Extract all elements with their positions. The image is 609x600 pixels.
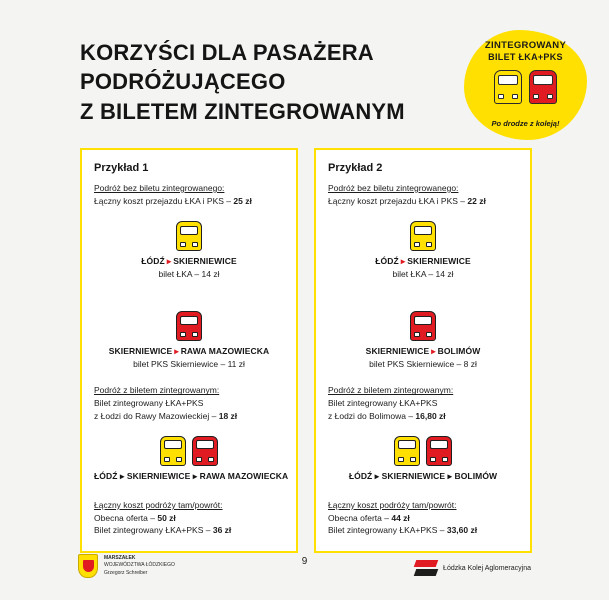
example-1-combined-route: ŁÓDŹ ▸ SKIERNIEWICE ▸ RAWA MAZOWIECKA xyxy=(94,470,289,481)
example-2-leg-2 xyxy=(328,311,518,369)
train-icon xyxy=(176,221,202,251)
example-2-leg-2-route xyxy=(328,346,518,357)
example-2-title: Przykład 2 xyxy=(328,162,383,174)
bus-icon xyxy=(176,311,202,341)
example-2-leg-1-fare: bilet ŁKA – 14 zł xyxy=(392,269,454,280)
example-1-integrated-text: z Łodzi do Rawy Mazowieckiej – xyxy=(94,410,217,421)
arrow-right-icon: ▸ xyxy=(166,256,172,267)
logo-slogan: Po drodze z koleją! xyxy=(491,119,560,128)
footer-right-label: Łódzka Kolej Aglomeracyjna xyxy=(443,564,531,572)
bus-icon xyxy=(410,311,436,341)
example-2-summary-label: Łączny koszt podróży tam/powrót: xyxy=(328,499,457,510)
page-title-line-1: KORZYŚCI DLA PASAŻERA xyxy=(80,40,374,65)
page-title xyxy=(80,38,450,126)
example-2-intro-row xyxy=(328,195,518,207)
train-icon xyxy=(394,436,420,466)
logo-title xyxy=(464,40,587,63)
train-lights xyxy=(180,242,198,247)
arrow-right-icon: ▸ xyxy=(174,346,179,357)
train-window xyxy=(180,226,198,235)
footer-left-line-3: Grzegorz Schreiber xyxy=(104,569,148,576)
arrow-right-icon: ▸ xyxy=(431,346,436,357)
example-1-leg-1-icons xyxy=(94,221,284,251)
example-2-integrated-line-1: Bilet zintegrowany ŁKA+PKS xyxy=(328,398,438,409)
example-1-leg-2-to: RAWA MAZOWIECKA xyxy=(180,346,270,357)
footer-left-line-1: MARSZAŁEK xyxy=(104,554,136,561)
example-1-summary-label: Łączny koszt podróży tam/powrót: xyxy=(94,499,223,510)
bus-lights xyxy=(430,457,448,462)
example-1-intro-label: Podróż bez biletu zintegrowanego: xyxy=(94,183,225,193)
example-1-summary-row-1-value: 50 zł xyxy=(157,512,176,523)
example-1-summary-row-1 xyxy=(94,512,284,524)
example-2-summary-row-2 xyxy=(328,524,518,536)
example-2-leg-1-to: SKIERNIEWICE xyxy=(407,256,471,267)
example-1-summary xyxy=(94,500,284,537)
example-1-leg-1-route xyxy=(94,256,284,267)
example-1-summary-row-2-label: Bilet zintegrowany ŁKA+PKS – xyxy=(94,525,211,536)
train-icon xyxy=(410,221,436,251)
footer-right-logo xyxy=(415,560,531,576)
example-2-summary-row-2-label: Bilet zintegrowany ŁKA+PKS – xyxy=(328,525,445,536)
example-1-leg-1-to: SKIERNIEWICE xyxy=(173,256,237,267)
example-card-2 xyxy=(314,148,532,553)
example-2-integrated-label: Podróż z biletem zintegrowanym: xyxy=(328,385,454,396)
example-1-summary-row-1-label: Obecna oferta – xyxy=(94,512,155,523)
bus-lights xyxy=(533,94,553,99)
train-lights xyxy=(164,457,182,462)
example-1-leg-2-fare: bilet PKS Skierniewice – 11 zł xyxy=(133,359,245,370)
bus-icon xyxy=(529,70,557,104)
arrow-right-icon: ▸ xyxy=(400,256,406,267)
footer-left-line-2: WOJEWÓDZTWA ŁÓDZKIEGO xyxy=(104,562,175,569)
example-2-summary-row-2-value: 33,60 zł xyxy=(446,525,478,536)
train-window xyxy=(498,75,518,85)
example-1-integrated-label: Podróż z biletem zintegrowanym: xyxy=(94,385,220,396)
bus-window xyxy=(414,316,432,325)
example-2-leg-2-icons xyxy=(328,311,518,341)
example-1-summary-row-2-value: 36 zł xyxy=(212,525,232,536)
example-1-intro-text: Łączny koszt przejazdu ŁKA i PKS – xyxy=(94,196,232,206)
example-1-leg-1-from: ŁÓDŹ xyxy=(141,256,165,267)
train-lights xyxy=(398,457,416,462)
example-1-leg-1-fare: bilet ŁKA – 14 zł xyxy=(158,269,220,280)
bus-icon xyxy=(192,436,218,466)
logo-title-line-1: ZINTEGROWANY xyxy=(484,40,567,51)
example-1-summary-row-2 xyxy=(94,524,284,536)
footer-left-logo xyxy=(78,554,175,578)
bus-window xyxy=(430,440,448,449)
example-2-integrated-text: z Łodzi do Bolimowa – xyxy=(328,410,414,421)
example-2-summary xyxy=(328,500,518,537)
train-lights xyxy=(414,242,432,247)
example-2-leg-1-from: ŁÓDŹ xyxy=(375,256,399,267)
train-icon xyxy=(494,70,522,104)
logo-title-line-2: BILET ŁKA+PKS xyxy=(488,51,563,62)
bus-lights xyxy=(180,332,198,337)
bus-window xyxy=(180,316,198,325)
example-2-intro-text: Łączny koszt przejazdu ŁKA i PKS – xyxy=(328,196,466,206)
example-card-1 xyxy=(80,148,298,553)
example-2-summary-row-1 xyxy=(328,512,518,524)
logo-vehicle-icons xyxy=(464,70,587,104)
example-2-combined-trip xyxy=(328,436,518,482)
example-1-intro-row xyxy=(94,195,284,207)
train-icon xyxy=(160,436,186,466)
page-number: 9 xyxy=(301,556,308,567)
bus-icon xyxy=(426,436,452,466)
example-1-combined-trip xyxy=(94,436,289,482)
example-2-leg-2-from: SKIERNIEWICE xyxy=(365,346,430,357)
example-2-intro-value: 22 zł xyxy=(467,196,486,206)
example-1-leg-2-from: SKIERNIEWICE xyxy=(108,346,173,357)
bus-lights xyxy=(196,457,214,462)
example-2-leg-1 xyxy=(328,221,518,279)
example-1-intro-value: 25 zł xyxy=(233,196,252,206)
example-2-summary-row-1-value: 44 zł xyxy=(391,512,410,523)
train-window xyxy=(164,440,182,449)
example-2-leg-1-icons xyxy=(328,221,518,251)
example-1-combined-icons xyxy=(94,436,284,466)
example-1-title: Przykład 1 xyxy=(94,162,149,174)
example-2-leg-1-route xyxy=(328,256,518,267)
example-1-integrated-value: 18 zł xyxy=(218,410,238,421)
example-1-leg-2 xyxy=(94,311,284,369)
example-2-leg-2-fare: bilet PKS Skierniewice – 8 zł xyxy=(369,359,477,370)
example-2-combined-route: ŁÓDŹ ▸ SKIERNIEWICE ▸ BOLIMÓW xyxy=(348,470,498,481)
train-window xyxy=(398,440,416,449)
bus-window xyxy=(196,440,214,449)
examples-container xyxy=(80,148,532,553)
bus-lights xyxy=(414,332,432,337)
integrated-ticket-logo xyxy=(464,30,587,140)
page-title-line-2: PODRÓŻUJĄCEGO xyxy=(80,69,286,95)
lka-logo-icon xyxy=(415,560,437,576)
example-2-combined-icons xyxy=(328,436,518,466)
example-2-leg-2-to: BOLIMÓW xyxy=(437,346,481,357)
coat-of-arms-icon xyxy=(78,554,98,578)
example-2-intro-label: Podróż bez biletu zintegrowanego: xyxy=(328,183,459,193)
example-1-leg-2-route xyxy=(94,346,284,357)
example-2-summary-row-1-label: Obecna oferta – xyxy=(328,512,389,523)
bus-window xyxy=(533,75,553,85)
train-lights xyxy=(498,94,518,99)
example-1-integrated-line-1: Bilet zintegrowany ŁKA+PKS xyxy=(94,398,204,409)
page-title-line-3: Z BILETEM ZINTEGROWANYM xyxy=(80,98,405,124)
train-window xyxy=(414,226,432,235)
example-2-integrated-line-2 xyxy=(328,410,518,422)
example-2-integrated-value: 16,80 zł xyxy=(415,410,446,421)
footer-left-text xyxy=(104,555,175,578)
example-1-leg-1 xyxy=(94,221,284,279)
example-1-integrated-line-2 xyxy=(94,410,284,422)
example-1-leg-2-icons xyxy=(94,311,284,341)
